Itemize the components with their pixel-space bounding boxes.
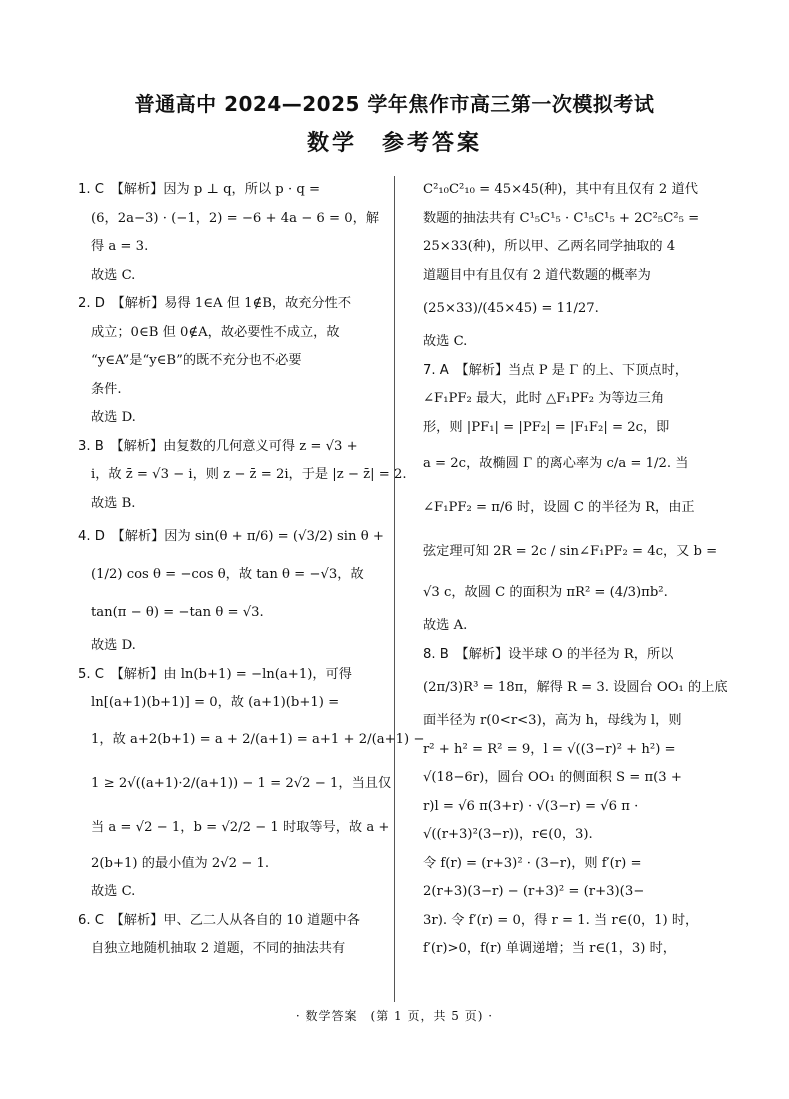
answer-line: 故选 C. <box>91 884 136 899</box>
answer-item <box>78 661 425 907</box>
answer-line: r)l = √6 π(3+r) · √(3−r) = √6 π · <box>423 798 639 814</box>
answer-key: 1. C <box>78 182 104 197</box>
answer-line: 【解析】甲、乙二人从各自的 10 道题中各 <box>117 912 360 928</box>
answer-line: 道题目中有且仅有 2 道代数题的概率为 <box>423 267 651 283</box>
answer-line: 【解析】易得 1∈A 但 1∉B，故充分性不 <box>118 296 352 311</box>
answer-line: 25×33(种)，所以甲、乙两名同学抽取的 4 <box>423 239 676 254</box>
answer-line: 故选 B. <box>91 495 136 511</box>
answer-line: a = 2c，故椭圆 Γ 的离心率为 c/a = 1/2. 当 <box>423 456 689 471</box>
answer-line: ∠F₁PF₂ = π/6 时，设圆 C 的半径为 R，由正 <box>423 500 695 515</box>
answer-line: 故选 D. <box>91 638 136 653</box>
answer-item <box>423 176 719 357</box>
answer-item <box>423 641 728 964</box>
answer-line: 自独立地随机抽取 2 道题，不同的抽法共有 <box>91 941 346 956</box>
answer-line: 【解析】当点 P 是 Γ 的上、下顶点时， <box>461 362 688 378</box>
answer-line: 数题的抽法共有 C¹₅C¹₅ · C¹₅C¹₅ + 2C²₅C²₅ = <box>423 210 700 226</box>
answer-line: 【解析】因为 sin(θ + π/6) = (√3/2) sin θ + <box>118 529 384 544</box>
answer-line: (6，2a−3) · (−1，2) = −6 + 4a − 6 = 0，解 <box>91 210 380 226</box>
answer-line: 1，故 a+2(b+1) = a + 2/(a+1) = a+1 + 2/(a+1) − <box>91 731 425 747</box>
answer-line: C²₁₀C²₁₀ = 45×45(种)，其中有且仅有 2 道代 <box>423 182 698 197</box>
right-column <box>423 176 728 964</box>
answer-line: ln[(a+1)(b+1)] = 0，故 (a+1)(b+1) = <box>91 695 340 710</box>
answer-line: 3r). 令 f′(r) = 0，得 r = 1. 当 r∈(0，1) 时， <box>423 912 699 928</box>
answer-line: √(18−6r)，圆台 OO₁ 的侧面积 S = π(3 + <box>423 770 682 785</box>
answer-line: 故选 D. <box>91 410 136 425</box>
answer-line: i，故 z̄ = √3 − i，则 z − z̄ = 2i，于是 |z − z̄| = 2. <box>91 467 407 482</box>
answer-line: 1 ≥ 2√((a+1)·2/(a+1)) − 1 = 2√2 − 1，当且仅 <box>91 775 392 791</box>
answer-line: 当 a = √2 − 1，b = √2/2 − 1 时取等号，故 a + <box>91 819 390 835</box>
answer-line: 2(b+1) 的最小值为 2√2 − 1. <box>91 855 270 871</box>
page-subtitle: 数学 参考答案 <box>306 131 482 156</box>
answer-line: 故选 C. <box>91 267 136 283</box>
answer-item <box>423 357 719 641</box>
answer-line: r² + h² = R² = 9，l = √((3−r)² + h²) = <box>423 741 676 757</box>
answer-line: 弦定理可知 2R = 2c / sin∠F₁PF₂ = 4c，又 b = <box>423 544 718 559</box>
answer-key: 8. B <box>423 646 449 662</box>
answer-line: (2π/3)R³ = 18π，解得 R = 3. 设圆台 OO₁ 的上底 <box>423 680 728 695</box>
answer-line: 故选 A. <box>423 618 468 633</box>
answer-item <box>78 433 407 519</box>
answer-item <box>78 907 388 964</box>
answer-key: 4. D <box>78 529 105 544</box>
answer-item <box>78 290 388 433</box>
answer-line: 条件. <box>91 381 122 397</box>
answer-item <box>78 176 388 290</box>
answer-key: 3. B <box>78 438 104 454</box>
left-column <box>78 176 425 964</box>
answer-key: 5. C <box>78 666 104 682</box>
answer-line: ∠F₁PF₂ 最大，此时 △F₁PF₂ 为等边三角 <box>423 391 665 406</box>
answer-line: 【解析】由 ln(b+1) = −ln(a+1)，可得 <box>117 666 352 682</box>
answer-line: 【解析】设半球 O 的半径为 R，所以 <box>462 646 674 662</box>
answer-key: 6. C <box>78 912 104 928</box>
page-footer: · 数学答案 (第 1 页，共 5 页) · <box>295 1009 494 1023</box>
answer-line: (25×33)/(45×45) = 11/27. <box>423 301 599 316</box>
answer-line: 面半径为 r(0<r<3)，高为 h，母线为 l，则 <box>423 713 682 728</box>
answer-line: 令 f(r) = (r+3)² · (3−r)，则 f′(r) = <box>423 855 642 871</box>
column-divider <box>394 176 395 1002</box>
answer-line: 【解析】因为 p ⊥ q，所以 p · q = <box>117 182 321 197</box>
answer-line: 形，则 |PF₁| = |PF₂| = |F₁F₂| = 2c，即 <box>423 419 670 435</box>
answer-item <box>78 518 388 661</box>
answer-line: √3 c，故圆 C 的面积为 πR² = (4/3)πb². <box>423 585 668 600</box>
answer-key: 2. D <box>78 296 105 311</box>
answer-line: 故选 C. <box>423 334 468 349</box>
answer-line: √((r+3)²(3−r))，r∈(0，3). <box>423 827 593 842</box>
answer-line: (1/2) cos θ = −cos θ，故 tan θ = −√3，故 <box>91 567 364 582</box>
answer-line: f′(r)>0，f(r) 单调递增；当 r∈(1，3) 时， <box>423 941 676 956</box>
answer-line: tan(π − θ) = −tan θ = √3. <box>91 605 264 620</box>
answer-key: 7. A <box>423 362 449 378</box>
answer-line: “y∈A”是“y∈B”的既不充分也不必要 <box>91 353 302 368</box>
answer-line: 成立；0∈B 但 0∉A，故必要性不成立，故 <box>91 324 340 340</box>
page-title: 普通高中 2024—2025 学年焦作市高三第一次模拟考试 <box>134 92 655 116</box>
answer-line: 得 a = 3. <box>91 239 149 254</box>
answer-line: 【解析】由复数的几何意义可得 z = √3 + <box>117 438 358 454</box>
answer-line: 2(r+3)(3−r) − (r+3)² = (r+3)(3− <box>423 884 645 899</box>
